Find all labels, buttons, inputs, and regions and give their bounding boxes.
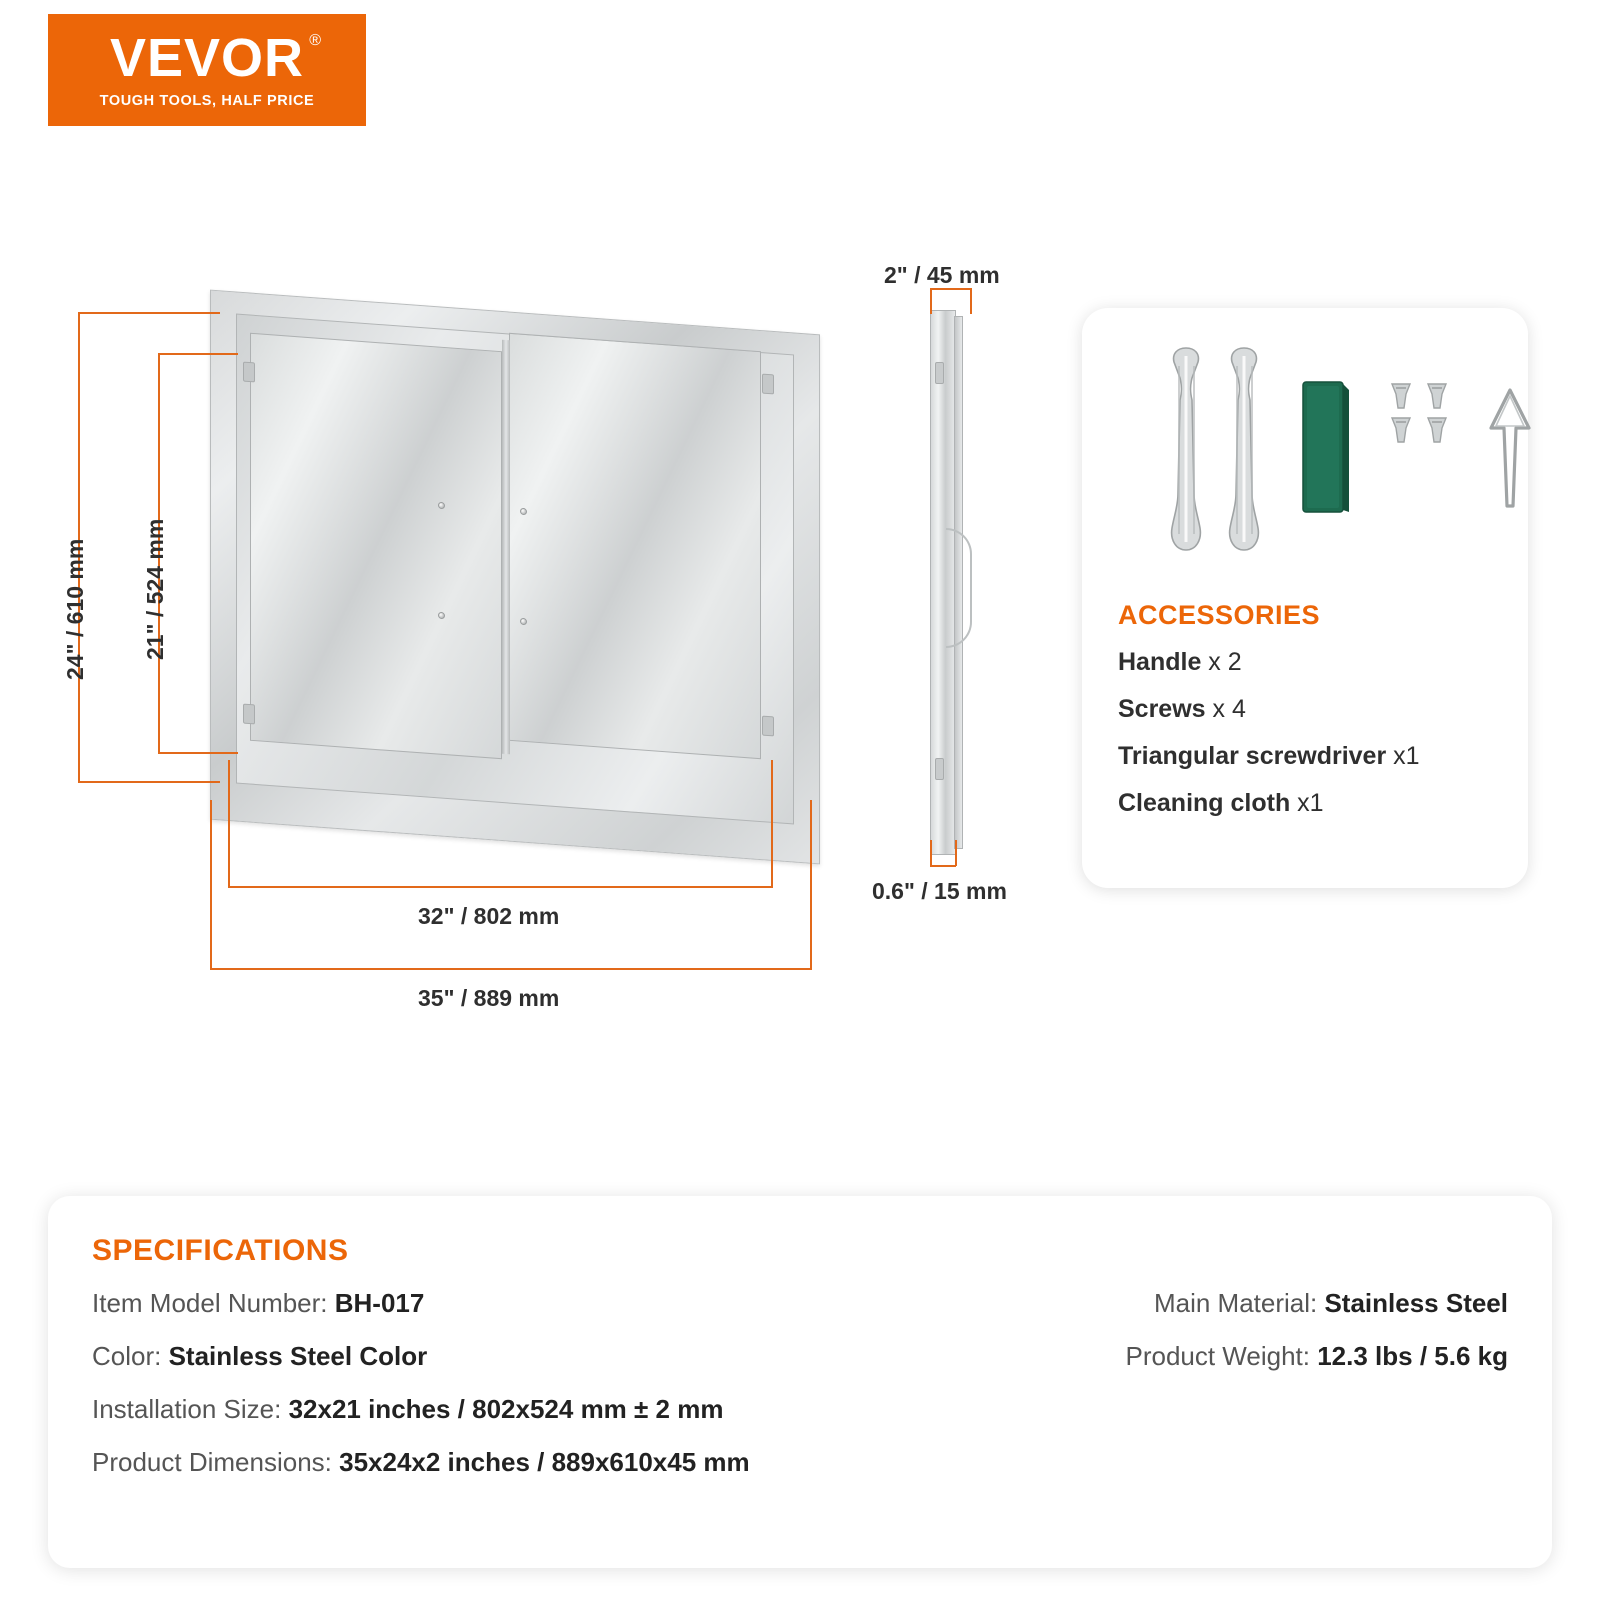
spec-value: Stainless Steel Color <box>168 1341 428 1371</box>
dim-tick-lip-left <box>930 840 932 866</box>
hinge-icon <box>243 704 255 725</box>
label-depth: 2" / 45 mm <box>884 262 1000 288</box>
vevor-logo <box>48 14 366 126</box>
label-overall-height: 24" / 610 mm <box>62 538 88 680</box>
rivet-icon <box>438 502 445 510</box>
spec-label: Product Weight: <box>1125 1341 1318 1371</box>
accessories-list <box>1118 648 1518 836</box>
accessory-qty: x 2 <box>1201 648 1242 676</box>
door-panel-left <box>250 333 502 760</box>
screws-icon <box>1384 378 1458 450</box>
accessory-name: Screws <box>1118 695 1206 723</box>
spec-label: Item Model Number: <box>92 1288 335 1318</box>
spec-row <box>92 1394 992 1425</box>
spec-value: 32x21 inches / 802x524 mm ± 2 mm <box>288 1394 724 1424</box>
accessory-qty: x1 <box>1290 789 1324 817</box>
registered-mark: ® <box>309 32 323 49</box>
handle-icon <box>1164 344 1208 559</box>
hinge-icon <box>762 716 774 737</box>
dim-tick-inner-width-right <box>771 760 773 887</box>
dim-tick-inner-height-bottom <box>158 752 238 754</box>
specifications-right-column <box>988 1288 1508 1394</box>
list-item <box>1118 789 1518 818</box>
hinge-icon <box>762 374 774 395</box>
spec-value: BH-017 <box>334 1288 425 1318</box>
specifications-title: SPECIFICATIONS <box>92 1234 349 1267</box>
dim-tick-overall-width-left <box>210 800 212 969</box>
logo-tagline: TOUGH TOOLS, HALF PRICE <box>99 93 315 109</box>
accessory-name: Handle <box>1118 648 1202 676</box>
hinge-icon <box>243 362 255 383</box>
spec-row <box>988 1341 1508 1372</box>
spec-label: Color: <box>92 1341 169 1371</box>
cleaning-cloth-icon <box>1297 378 1353 520</box>
dim-tick-depth-left <box>930 288 932 314</box>
specifications-card <box>48 1196 1552 1568</box>
dim-tick-lip-right <box>955 840 957 866</box>
spec-label: Product Dimensions: <box>92 1447 340 1477</box>
accessories-title: ACCESSORIES <box>1118 600 1321 630</box>
dim-tick-overall-height-top <box>78 312 220 314</box>
door-side-view <box>930 310 970 855</box>
dim-line-inner-width <box>228 886 773 888</box>
spec-row <box>988 1288 1508 1319</box>
logo-wordmark <box>109 28 323 88</box>
accessory-qty: x 4 <box>1205 695 1246 723</box>
list-item <box>1118 742 1518 771</box>
dim-tick-inner-width-left <box>228 760 230 887</box>
spec-row <box>92 1447 992 1478</box>
door-center-seam <box>502 340 510 755</box>
door-front-view <box>210 312 820 842</box>
handle-icon <box>1222 344 1266 559</box>
dim-tick-overall-height-bottom <box>78 781 220 783</box>
dim-tick-depth-right <box>970 288 972 314</box>
dim-tick-overall-width-right <box>810 800 812 969</box>
dim-tick-inner-height-top <box>158 353 238 355</box>
spec-row <box>92 1288 992 1319</box>
label-overall-width: 35" / 889 mm <box>418 985 560 1011</box>
spec-label: Installation Size: <box>92 1394 289 1424</box>
triangular-screwdriver-icon <box>1482 384 1538 518</box>
product-diagram <box>0 240 1600 1030</box>
side-hole <box>935 758 944 780</box>
accessory-name: Cleaning cloth <box>1118 789 1291 817</box>
spec-value: 35x24x2 inches / 889x610x45 mm <box>339 1447 750 1477</box>
logo-text: VEVOR <box>109 28 305 88</box>
spec-value: Stainless Steel <box>1324 1288 1508 1318</box>
list-item <box>1118 695 1518 724</box>
rivet-icon <box>438 612 445 620</box>
door-panel-right <box>509 333 761 760</box>
label-inner-width: 32" / 802 mm <box>418 903 560 929</box>
rivet-icon <box>520 618 527 626</box>
side-handle-outline <box>946 528 972 648</box>
specifications-left-column <box>92 1288 992 1500</box>
spec-value: 12.3 lbs / 5.6 kg <box>1317 1341 1508 1371</box>
label-inner-height: 21" / 524 mm <box>142 518 168 660</box>
accessory-name: Triangular screwdriver <box>1118 742 1387 770</box>
dim-line-lip <box>930 865 956 867</box>
side-hole <box>935 362 944 384</box>
accessories-card <box>1082 308 1528 888</box>
rivet-icon <box>520 508 527 516</box>
accessory-qty: x1 <box>1386 742 1420 770</box>
spec-label: Main Material: <box>1153 1288 1325 1318</box>
accessories-images <box>1082 336 1528 586</box>
list-item <box>1118 648 1518 677</box>
dim-line-overall-width <box>210 968 812 970</box>
label-lip: 0.6" / 15 mm <box>872 878 1007 904</box>
spec-row <box>92 1341 992 1372</box>
